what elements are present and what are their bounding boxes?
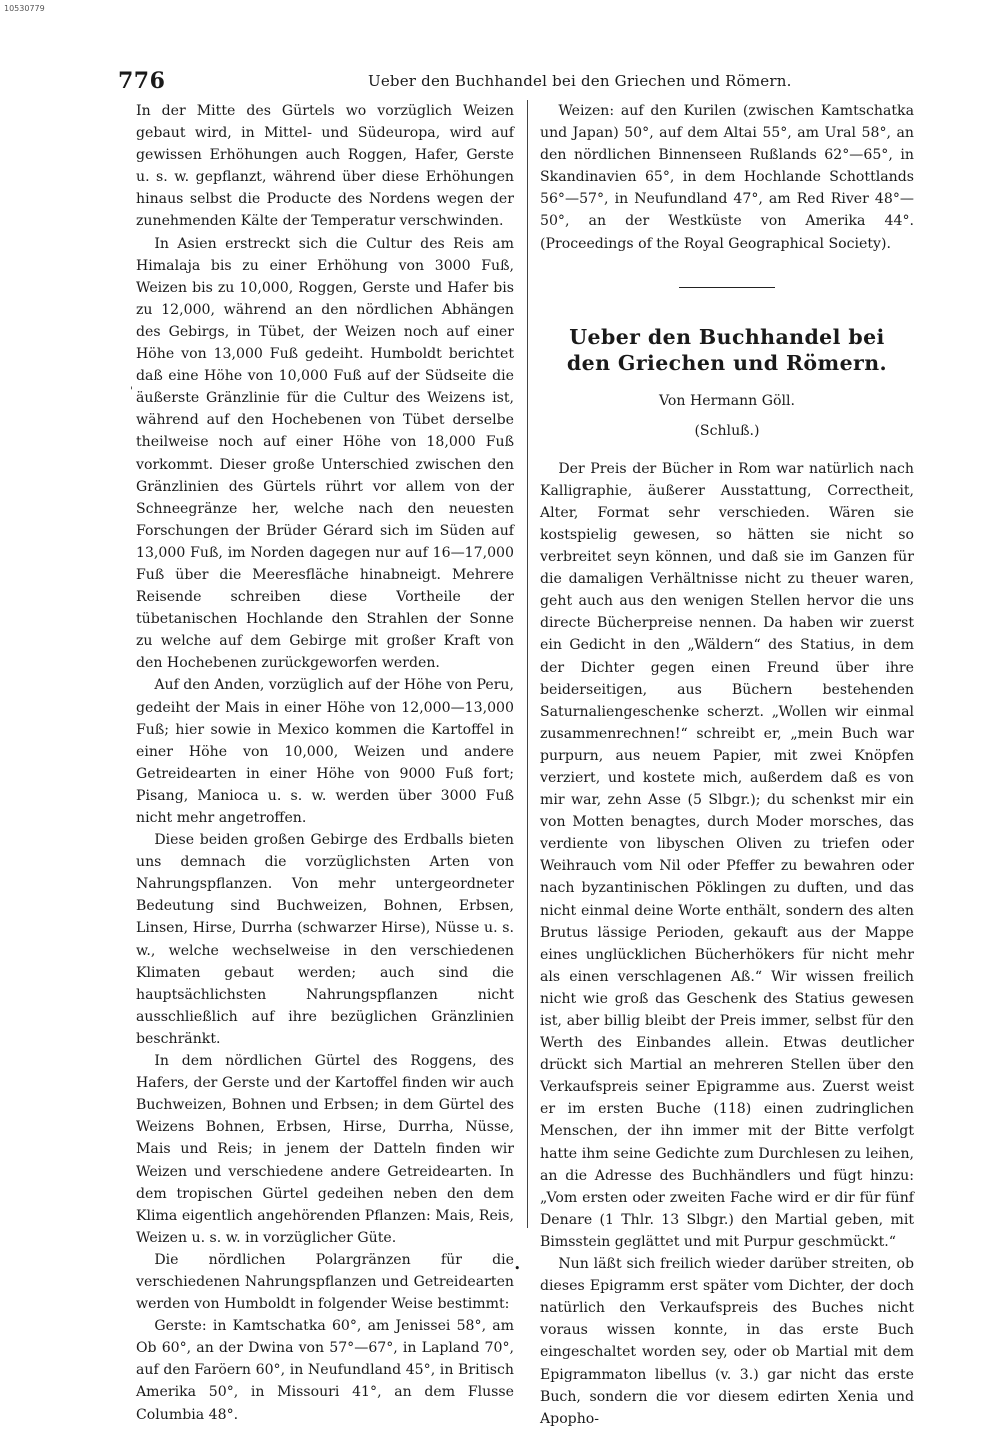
left-paragraph-5: In dem nördlichen Gürtel des Roggens, des Hafers, der Gerste und der Kartoffel finden wir auch Buchweizen, Bohnen und Erbsen; in dem Gürtel des Weizens Bohnen, Erbsen, Hirse, Durrha, Nüsse, Mais und Reis; in jenem der Datteln finden wir Weizen und verschiedene andere Getreidearten. In dem tropischen Gürtel gedeihen neben den dem Klima eigentlich angehörenden Pflanzen: Mais, Reis, Weizen u. s. w. in vorzüglicher Güte. (136, 1053, 514, 1246)
margin-mark: ' (130, 386, 133, 397)
article-byline: Von Hermann Göll. (659, 392, 795, 409)
column-divider (527, 100, 528, 1228)
left-paragraph-7: Gerste: in Kamtschatka 60°, am Jenissei 58°, am Ob 60°, an der Dwina von 57°—67°, in Lapland 70°, auf den Faröern 60°, in Neufundland 45°, in Britisch Amerika 50°, in Missouri 41°, an dem Flusse Columbia 48°. (136, 1318, 514, 1423)
left-column (136, 100, 514, 1426)
left-paragraph-6: Die nördlichen Polargränzen für die verschiedenen Nahrungspflanzen und Getreidearten werden von Humboldt in folgender Weise bestimmt: (136, 1251, 514, 1313)
article-paragraph-1: Der Preis der Bücher in Rom war natürlich nach Kalligraphie, äußerer Ausstattung, Correctheit, Alter, Format sehr verschieden. Wären sie kostspielig gewesen, so hätten sie nicht so verbreitet seyn können, und daß sie im Ganzen für die damaligen Verhältnisse nicht zu theuer waren, geht auch aus den wenigen Stellen hervor die uns directe Bücherpreise nennen. Da haben wir zuerst ein Gedicht in den „Wäldern“ des Statius, in dem der Dichter gegen einen Freund über ihre beiderseitigen, aus Büchern bestehenden Saturnaliengeschenke scherzt. „Wollen wir einmal zusammenrechnen!“ schreibt er, „mein Buch war purpurn, aus neuem Papier, mit zwei Knöpfen verziert, und kostete mich, außerdem daß es von mir war, zehn Asse (5 Slbgr.); du schenkst mir ein von Motten benagtes, durch Moder morsches, das verdiente von libyschen Oliven zu triefen oder Weihrauch vom Nil oder Pfeffer zu bewahren oder nach byzantinischen Pöklingen zu duften, und das nicht einmal deine Worte enthält, sondern des alten Brutus lässige Perioden, gekauft aus der Mappe eines unglücklichen Bücherhökers für nicht mehr als einen verschlagenen Aß.“ Wir wissen freilich nicht wie groß das Geschenk des Statius gewesen ist, aber billig bleibt der Preis immer, selbst für den Werth des Einbandes allein. Etwas deutlicher drückt sich Martial an mehreren Stellen über den Verkaufspreis seiner Epigramme aus. Zuerst weist er im ersten Buche (118) einen zudringlichen Menschen, der ihn immer mit der Bitte verfolgt hatte ihm seine Gedichte zum Durchlesen zu leihen, an die Adresse des Buchhändlers und fügt hinzu: „Vom ersten oder zweiten Fache wird er dir für fünf Denare (1 Thlr. 13 Slbgr.) den Martial geben, mit Bimsstein geglättet und mit Purpur geschmückt.“ (540, 460, 914, 1250)
left-paragraph-1: In der Mitte des Gürtels wo vorzüglich Weizen gebaut wird, in Mittel- und Südeuropa, wird auf gewissen Erhöhungen auch Roggen, Hafer, Gerste u. s. w. gepflanzt, während über diese Erhöhungen hinaus selbst die Producte des Nordens wegen der zunehmenden Kälte der Temperatur verschwinden. (136, 103, 514, 230)
article-paragraph-2: Nun läßt sich freilich wieder darüber streiten, ob dieses Epigramm erst später vom Dichter, der doch natürlich den Verkaufspreis des Buches nicht voraus wissen konnte, in das erste Buch eingeschaltet worden sey, oder ob Martial mit dem Epigrammaton libellus (v. 3.) gar nicht das erste Buch, sondern die vor diesem edirten Xenia und Apopho- (540, 1256, 914, 1427)
scan-id-label: 10530779 (4, 4, 45, 13)
left-paragraph-2: In Asien erstreckt sich die Cultur des Reis am Himalaja bis zu einer Erhöhung von 3000 Fuß, Weizen bis zu 10,000, Roggen, Gerste und Hafer bis zu 12,000, während an den nördlichen Abhängen des Gebirgs, in Tübet, der Weizen noch auf einer Höhe von 13,000 Fuß gedeiht. Humboldt berichtet daß eine Höhe von 10,000 Fuß auf der Südseite die äußerste Gränzlinie für die Cultur des Weizens ist, während auf den Hochebenen von Tübet derselbe theilweise noch auf einer Höhe von 18,000 Fuß vorkommt. Dieser große Unterschied zwischen den Gränzlinien des Gürtels rührt vor allem von der Schneegränze her, welche nach den neuesten Forschungen der Brüder Gérard sich im Süden auf 13,000 Fuß, im Norden dagegen nur auf 16—17,000 Fuß über die Meeresfläche hinabneigt. Mehrere Reisende schreiben diese Vortheile der tübetanischen Hochlande den Strahlen der Sonne zu welche auf dem Gebirge mit großer Kraft von den Hochebenen zurückgeworfen werden. (136, 235, 514, 672)
section-rule (679, 287, 775, 288)
left-paragraph-4: Diese beiden großen Gebirge des Erdballs bieten uns demnach die vorzüglichsten Arten von Nahrungspflanzen. Von mehr untergeordneter Bedeutung sind Buchweizen, Bohnen, Erbsen, Linsen, Hirse, Durrha (schwarzer Hirse), Nüsse u. s. w., welche wechselweise in den verschiedenen Klimaten gebaut werden; auch sind die hauptsächlichsten Nahrungspflanzen nicht ausschließlich auf ihre bezüglichen Gränzlinien beschränkt. (136, 832, 514, 1047)
article-continuation-note: (Schluß.) (694, 422, 760, 439)
running-head: Ueber den Buchhandel bei den Griechen und Römern. (368, 72, 792, 90)
left-paragraph-3: Auf den Anden, vorzüglich auf der Höhe von Peru, gedeiht der Mais in einer Höhe von 12,000—13,000 Fuß; hier sowie in Mexico kommen die Kartoffel in einer Höhe von 10,000, Weizen und andere Getreidearten in einer Höhe von 9000 Fuß fort; Pisang, Manioca u. s. w. werden über 3000 Fuß nicht mehr angetroffen. (136, 677, 514, 826)
page-number: 776 (118, 68, 166, 94)
right-intro-paragraph: Weizen: auf den Kurilen (zwischen Kamtschatka und Japan) 50°, auf dem Altai 55°, am Ural 58°, an den nördlichen Binnenseen Rußlands 62°—65°, in Skandinavien 65°, in dem Hochlande Schottlands 56°—57°, in Neufundland 47°, am Red River 48°—50°, an der Westküste von Amerika 44°. (Proceedings of the Royal Geographical Society). (540, 103, 914, 252)
right-column (540, 100, 914, 1430)
footer-mark: • (514, 1262, 521, 1275)
article-title: Ueber den Buchhandel bei den Griechen und Römern. (566, 324, 888, 375)
